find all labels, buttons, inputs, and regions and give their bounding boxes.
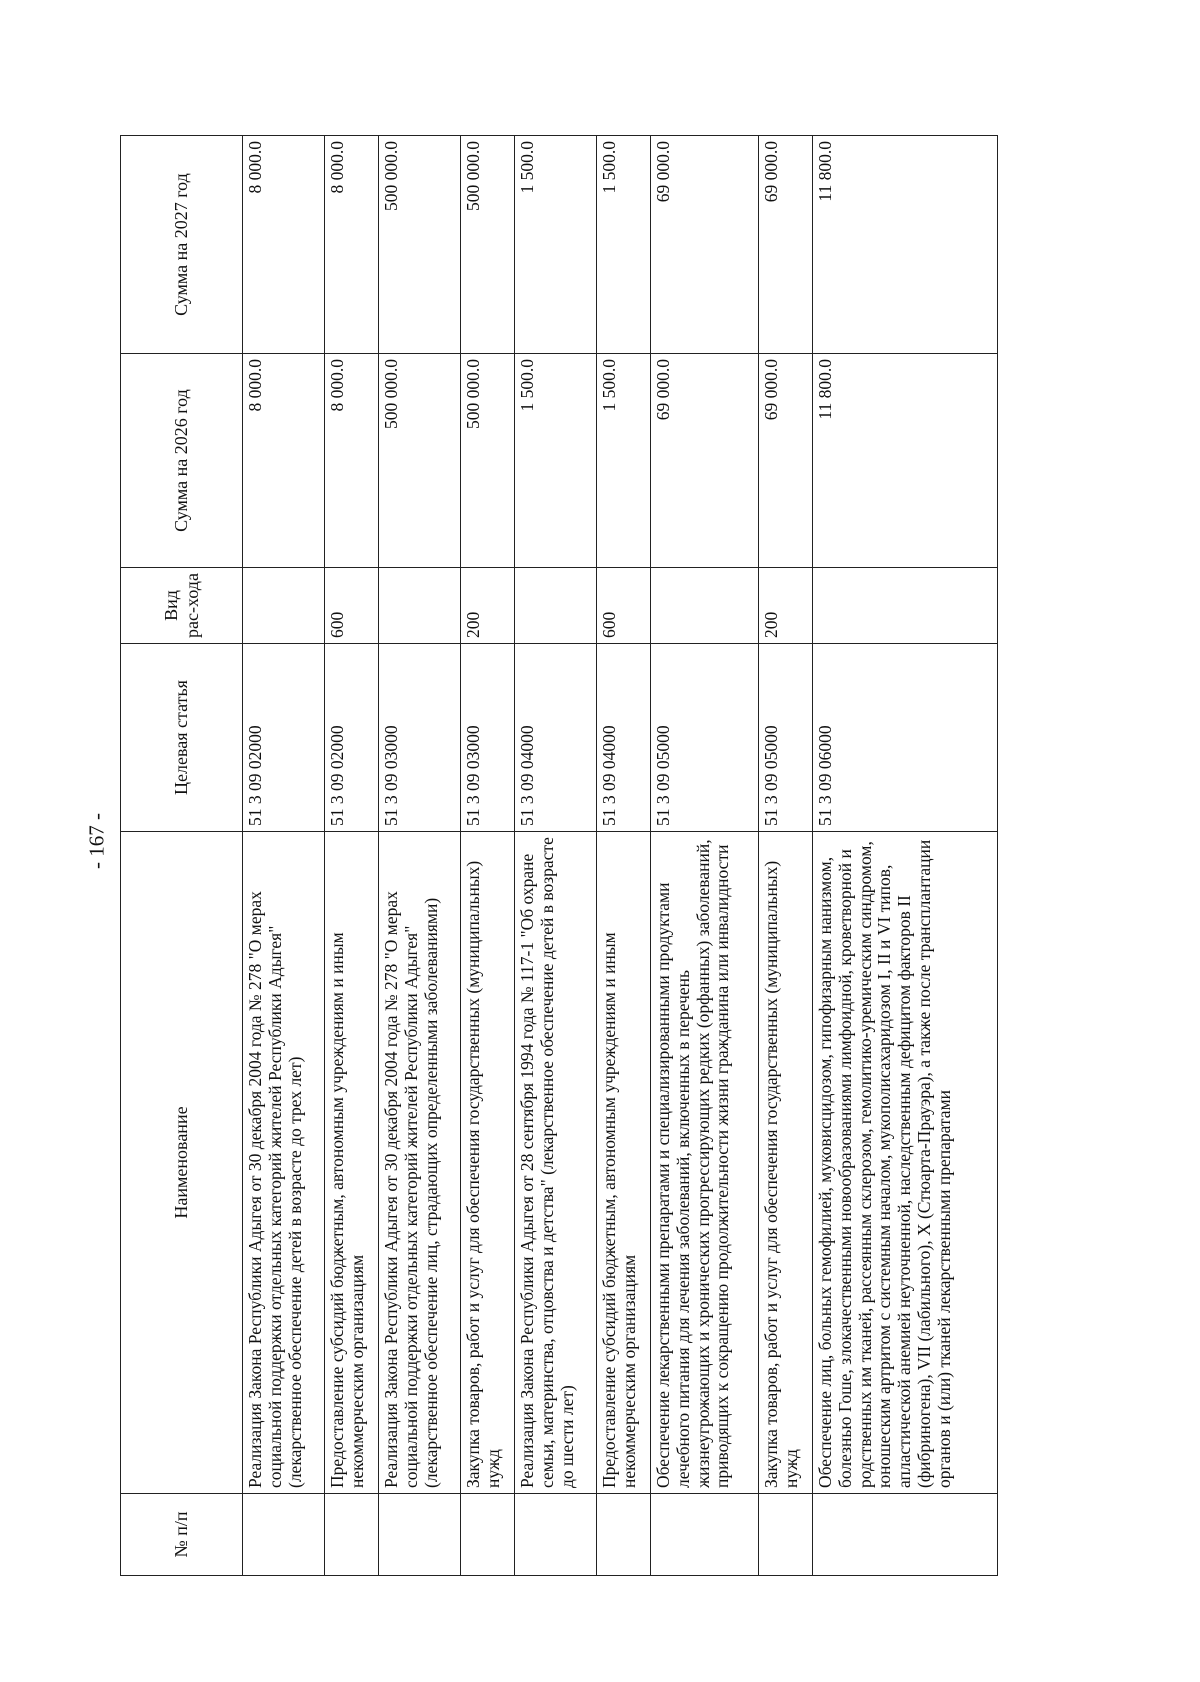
cell-sum-2027: 1 500.0 <box>597 136 651 354</box>
table-row <box>243 136 325 1576</box>
cell-target-article: 51 3 09 05000 <box>651 644 759 832</box>
cell-sum-2027: 8 000.0 <box>325 136 379 354</box>
cell-name: Закупка товаров, работ и услуг для обеспечения государственных (муниципальных) нужд <box>759 832 813 1494</box>
header-expense-type: Вид рас-хода <box>121 568 243 644</box>
cell-no <box>325 1494 379 1576</box>
table-row <box>461 136 515 1576</box>
cell-target-article: 51 3 09 03000 <box>379 644 461 832</box>
cell-target-article: 51 3 09 03000 <box>461 644 515 832</box>
cell-target-article: 51 3 09 04000 <box>515 644 597 832</box>
cell-sum-2026: 8 000.0 <box>243 354 325 568</box>
rotated-table-wrapper <box>120 136 954 1576</box>
cell-sum-2026: 500 000.0 <box>461 354 515 568</box>
table-row <box>379 136 461 1576</box>
table-row <box>325 136 379 1576</box>
cell-sum-2026: 1 500.0 <box>597 354 651 568</box>
cell-expense-type <box>813 568 998 644</box>
cell-target-article: 51 3 09 05000 <box>759 644 813 832</box>
cell-sum-2027: 500 000.0 <box>461 136 515 354</box>
page-number: - 167 - <box>84 813 109 869</box>
cell-name: Предоставление субсидий бюджетным, автономным учреждениям и иным некоммерческим организациям <box>597 832 651 1494</box>
cell-sum-2027: 69 000.0 <box>759 136 813 354</box>
header-sum-2026: Сумма на 2026 год <box>121 354 243 568</box>
cell-no <box>651 1494 759 1576</box>
cell-target-article: 51 3 09 06000 <box>813 644 998 832</box>
cell-name: Предоставление субсидий бюджетным, автономным учреждениям и иным некоммерческим организациям <box>325 832 379 1494</box>
table-row <box>597 136 651 1576</box>
header-sum-2027: Сумма на 2027 год <box>121 136 243 354</box>
cell-no <box>379 1494 461 1576</box>
cell-sum-2027: 11 800.0 <box>813 136 998 354</box>
cell-name: Реализация Закона Республики Адыгея от 30 декабря 2004 года № 278 "О мерах социальной поддержки отдельных категорий жителей Республики Адыгея" (лекарственное обеспечение детей в возрасте до трех лет) <box>243 832 325 1494</box>
header-no: № п/п <box>121 1494 243 1576</box>
cell-expense-type: 200 <box>759 568 813 644</box>
header-name: Наименование <box>121 832 243 1494</box>
cell-name: Закупка товаров, работ и услуг для обеспечения государственных (муниципальных) нужд <box>461 832 515 1494</box>
cell-sum-2026: 11 800.0 <box>813 354 998 568</box>
cell-sum-2026: 500 000.0 <box>379 354 461 568</box>
cell-sum-2027: 1 500.0 <box>515 136 597 354</box>
header-target-article: Целевая статья <box>121 644 243 832</box>
table-row <box>651 136 759 1576</box>
budget-table <box>120 135 998 1576</box>
cell-no <box>461 1494 515 1576</box>
cell-target-article: 51 3 09 02000 <box>325 644 379 832</box>
cell-name: Реализация Закона Республики Адыгея от 28 сентября 1994 года № 117-1 "Об охране семьи, материнства, отцовства и детства" (лекарственное обеспечение детей в возрасте до шести лет) <box>515 832 597 1494</box>
cell-target-article: 51 3 09 04000 <box>597 644 651 832</box>
table-row <box>515 136 597 1576</box>
cell-sum-2026: 69 000.0 <box>759 354 813 568</box>
cell-sum-2027: 69 000.0 <box>651 136 759 354</box>
cell-expense-type <box>379 568 461 644</box>
cell-sum-2027: 8 000.0 <box>243 136 325 354</box>
cell-expense-type: 200 <box>461 568 515 644</box>
table-row <box>759 136 813 1576</box>
table-row <box>813 136 998 1576</box>
cell-name: Обеспечение лиц, больных гемофилией, муковисцидозом, гипофизарным нанизмом, болезнью Гоше, злокачественными новообразованиями лимфоидной, кроветворной и родственных им тканей, рассеянным склерозом, гемолитико-уремическим синдромом, юношеским артритом с системным началом, мукополисахаридозом I, II и VI типов, апластической анемией неуточненной, наследственным дефицитом факторов II (фибриногена), VII (лабильного), X (Стюарта-Прауэра), а также после трансплантации органов и (или) тканей лекарственными препаратами <box>813 832 998 1494</box>
cell-no <box>759 1494 813 1576</box>
cell-sum-2027: 500 000.0 <box>379 136 461 354</box>
table-header-row <box>121 136 243 1576</box>
cell-sum-2026: 1 500.0 <box>515 354 597 568</box>
cell-no <box>813 1494 998 1576</box>
cell-no <box>597 1494 651 1576</box>
cell-sum-2026: 69 000.0 <box>651 354 759 568</box>
cell-expense-type: 600 <box>325 568 379 644</box>
cell-name: Реализация Закона Республики Адыгея от 30 декабря 2004 года № 278 "О мерах социальной поддержки отдельных категорий жителей Республики Адыгея" (лекарственное обеспечение лиц, страдающих определенными заболеваниями) <box>379 832 461 1494</box>
cell-target-article: 51 3 09 02000 <box>243 644 325 832</box>
cell-expense-type <box>651 568 759 644</box>
cell-expense-type: 600 <box>597 568 651 644</box>
cell-expense-type <box>243 568 325 644</box>
cell-no <box>515 1494 597 1576</box>
cell-sum-2026: 8 000.0 <box>325 354 379 568</box>
cell-expense-type <box>515 568 597 644</box>
cell-name: Обеспечение лекарственными препаратами и специализированными продуктами лечебного питания для лечения заболеваний, включенных в перечень жизнеугрожающих и хронических прогрессирующих редких (орфанных) заболеваний, приводящих к сокращению продолжительности жизни гражданина или инвалидности <box>651 832 759 1494</box>
cell-no <box>243 1494 325 1576</box>
